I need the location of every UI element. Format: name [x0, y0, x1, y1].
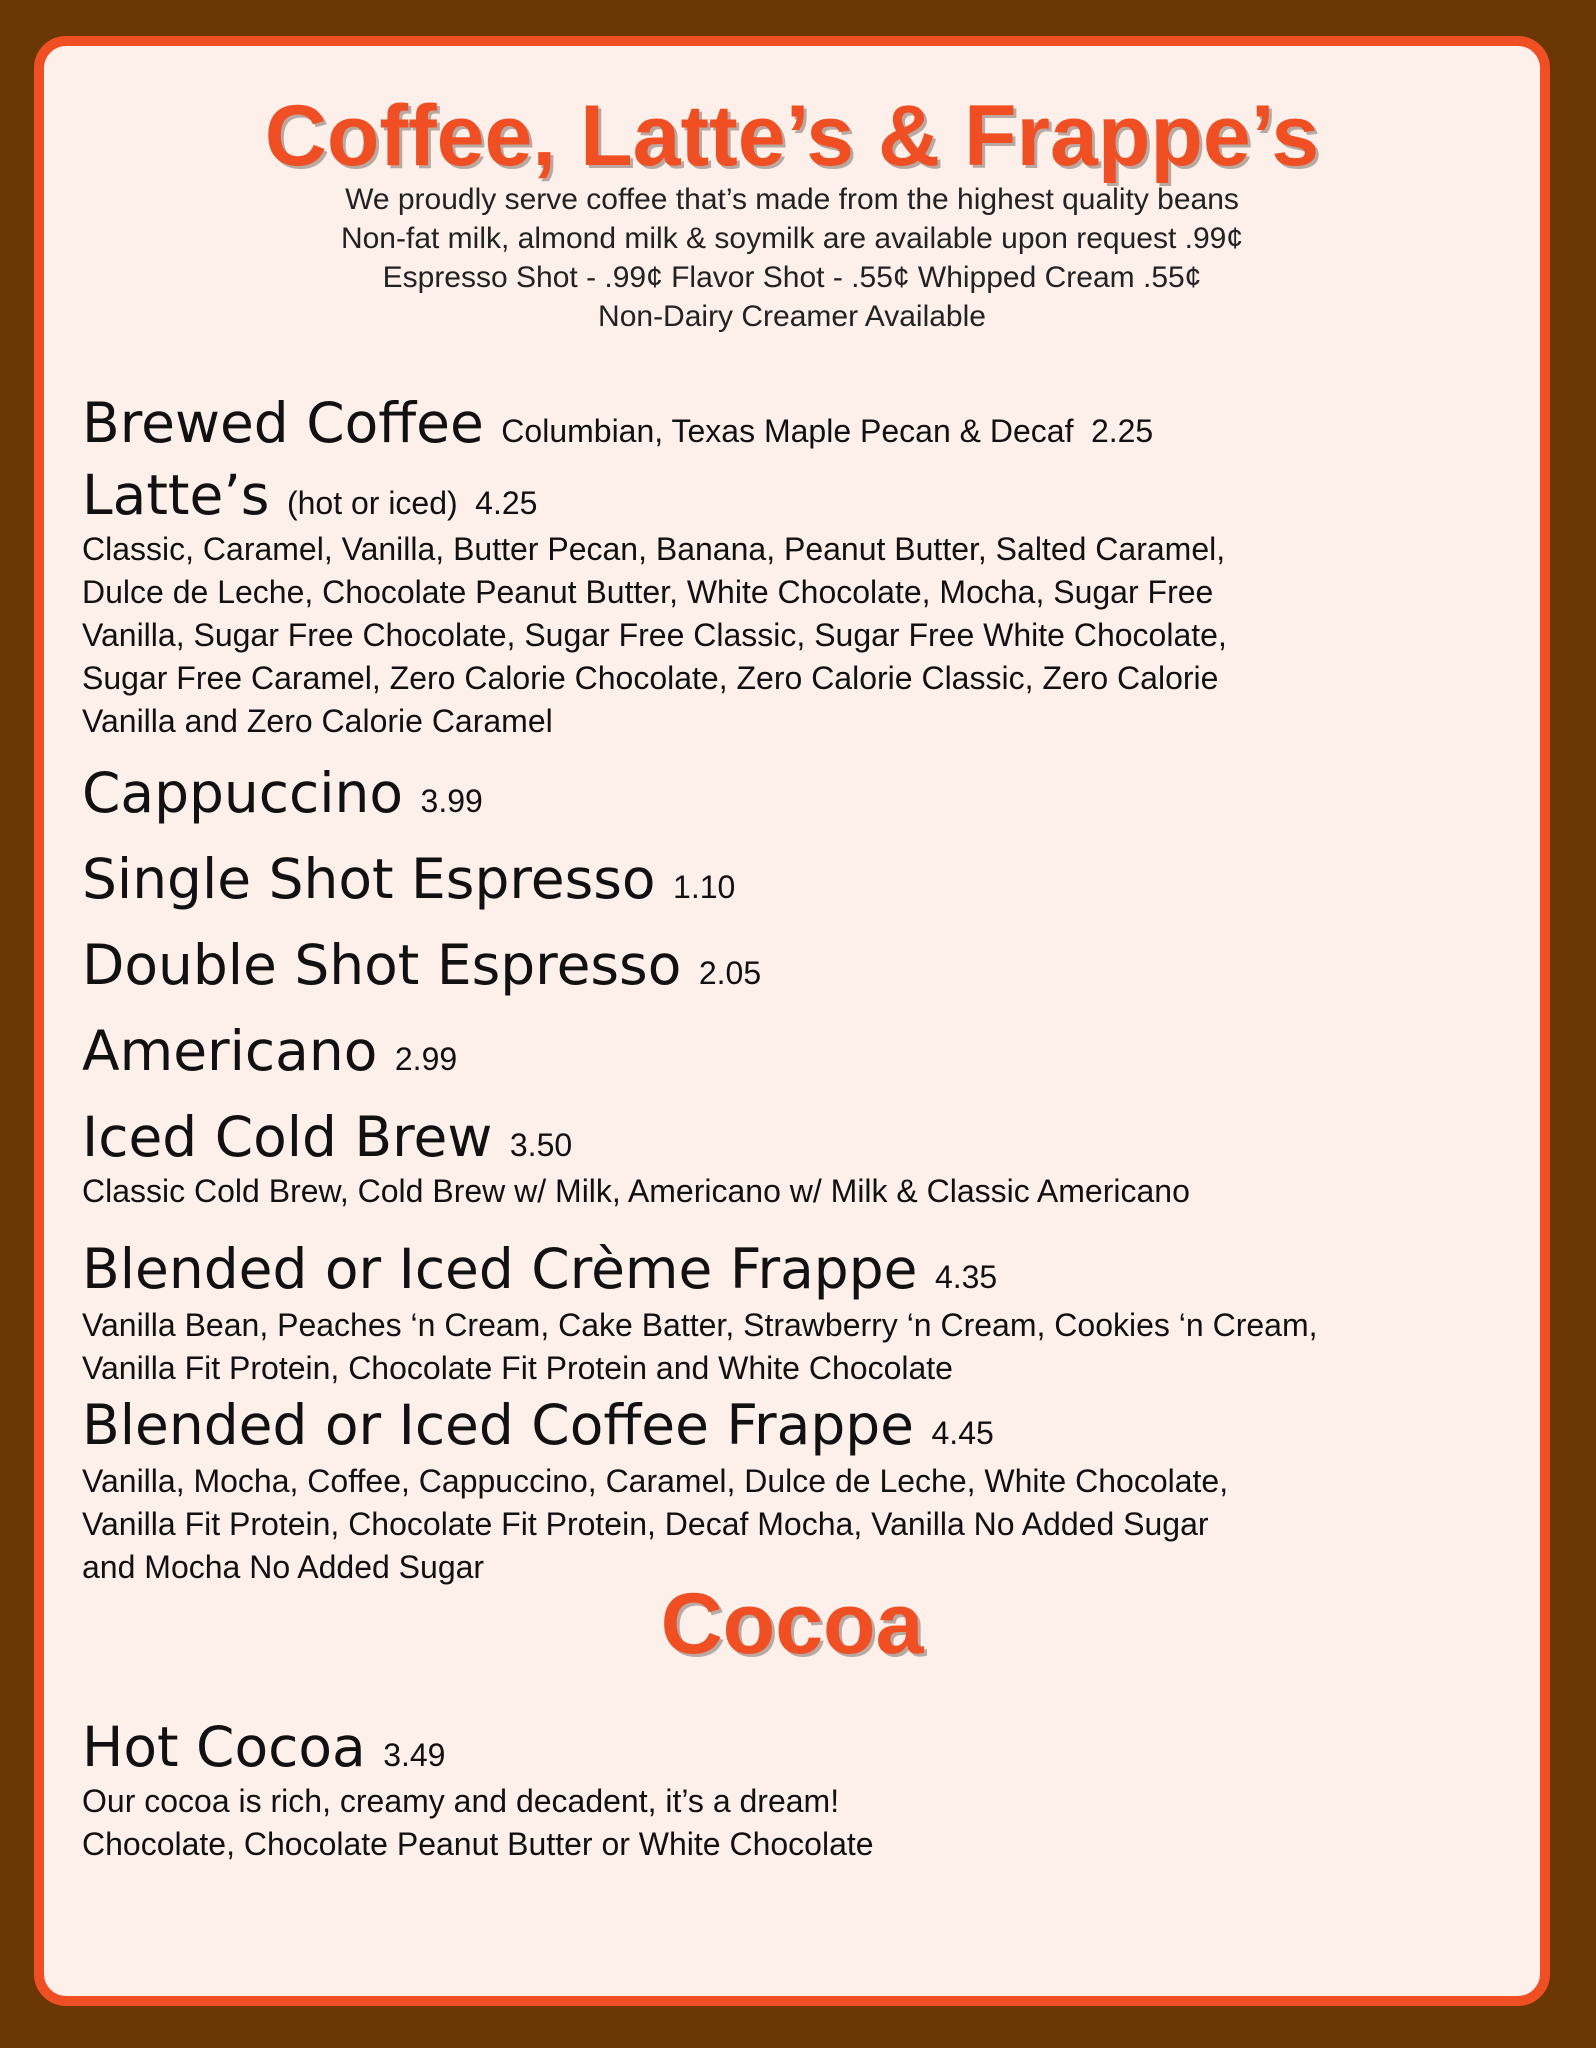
item-name: Hot Cocoa: [82, 1715, 366, 1779]
item-name: Blended or Iced Coffee Frappe: [82, 1393, 915, 1457]
intro-line: Espresso Shot - .99¢ Flavor Shot - .55¢ Whipped Cream .55¢: [382, 261, 1202, 294]
item-price: 1.10: [673, 869, 736, 905]
menu-item-brewed-coffee: [82, 390, 1153, 464]
menu-item-creme-frappe: [82, 1236, 997, 1310]
intro-text: [44, 180, 1540, 336]
flavor-line: Vanilla Fit Protein, Chocolate Fit Protein, Decaf Mocha, Vanilla No Added Sugar: [82, 1506, 1209, 1542]
menu-title: Coffee, Latte’s & Frappe’s: [264, 88, 1320, 184]
item-name: Cappuccino: [82, 761, 404, 825]
intro-line: Non-fat milk, almond milk & soymilk are available upon request .99¢: [340, 222, 1244, 255]
item-note: Columbian, Texas Maple Pecan & Decaf: [501, 413, 1074, 449]
intro-line: We proudly serve coffee that’s made from the highest quality beans: [345, 183, 1239, 216]
item-price: 2.25: [1090, 413, 1154, 449]
item-price: 4.25: [475, 485, 538, 521]
item-price: 3.50: [509, 1127, 573, 1163]
menu-item-iced-cold-brew: [82, 1104, 572, 1178]
flavor-line: Vanilla and Zero Calorie Caramel: [82, 703, 553, 739]
coffee-frappe-flavors: [82, 1460, 1512, 1589]
menu-item-lattes: [82, 462, 537, 536]
menu-item-coffee-frappe: [82, 1392, 994, 1466]
item-price: 3.49: [383, 1737, 446, 1773]
menu-item-americano: [82, 1018, 457, 1092]
flavor-line: Vanilla Bean, Peaches ‘n Cream, Cake Batter, Strawberry ‘n Cream, Cookies ‘n Cream,: [82, 1307, 1318, 1343]
item-name: Single Shot Espresso: [82, 847, 656, 911]
item-name: Double Shot Espresso: [82, 933, 682, 997]
cold-brew-flavors: [82, 1170, 1512, 1213]
flavor-line: and Mocha No Added Sugar: [82, 1549, 485, 1585]
item-name: Blended or Iced Crème Frappe: [82, 1237, 918, 1301]
flavor-line: Classic Cold Brew, Cold Brew w/ Milk, Americano w/ Milk & Classic Americano: [82, 1173, 1190, 1209]
description-line: Chocolate, Chocolate Peanut Butter or White Chocolate: [82, 1826, 874, 1862]
item-price: 2.05: [698, 955, 762, 991]
item-name: Brewed Coffee: [82, 391, 484, 455]
menu-item-cappuccino: [82, 760, 483, 834]
menu-item-double-shot-espresso: [82, 932, 761, 1006]
item-name: Americano: [82, 1019, 378, 1083]
intro-line: Non-Dairy Creamer Available: [598, 300, 986, 333]
flavor-line: Dulce de Leche, Chocolate Peanut Butter, White Chocolate, Mocha, Sugar Free: [82, 574, 1214, 610]
flavor-line: Vanilla Fit Protein, Chocolate Fit Protein and White Chocolate: [82, 1350, 953, 1386]
menu-card: [34, 36, 1550, 2006]
flavor-line: Sugar Free Caramel, Zero Calorie Chocolate, Zero Calorie Classic, Zero Calorie: [82, 660, 1219, 696]
item-price: 4.45: [931, 1415, 994, 1451]
flavor-line: Vanilla, Sugar Free Chocolate, Sugar Free Classic, Sugar Free White Chocolate,: [82, 617, 1227, 653]
menu-item-single-shot-espresso: [82, 846, 735, 920]
flavor-line: Classic, Caramel, Vanilla, Butter Pecan, Banana, Peanut Butter, Salted Caramel,: [82, 531, 1226, 567]
item-name: Iced Cold Brew: [82, 1105, 493, 1169]
cocoa-section-title: Cocoa: [660, 1576, 924, 1672]
item-price: 2.99: [394, 1041, 458, 1077]
menu-item-hot-cocoa: [82, 1714, 445, 1788]
hot-cocoa-description: [82, 1780, 1512, 1866]
item-price: 4.35: [934, 1259, 998, 1295]
item-price: 3.99: [420, 783, 483, 819]
item-note: (hot or iced): [286, 485, 458, 521]
item-name: Latte’s: [82, 463, 270, 527]
lattes-flavors: [82, 528, 1512, 743]
creme-frappe-flavors: [82, 1304, 1512, 1390]
flavor-line: Vanilla, Mocha, Coffee, Cappuccino, Caramel, Dulce de Leche, White Chocolate,: [82, 1463, 1229, 1499]
description-line: Our cocoa is rich, creamy and decadent, it’s a dream!: [82, 1783, 840, 1819]
